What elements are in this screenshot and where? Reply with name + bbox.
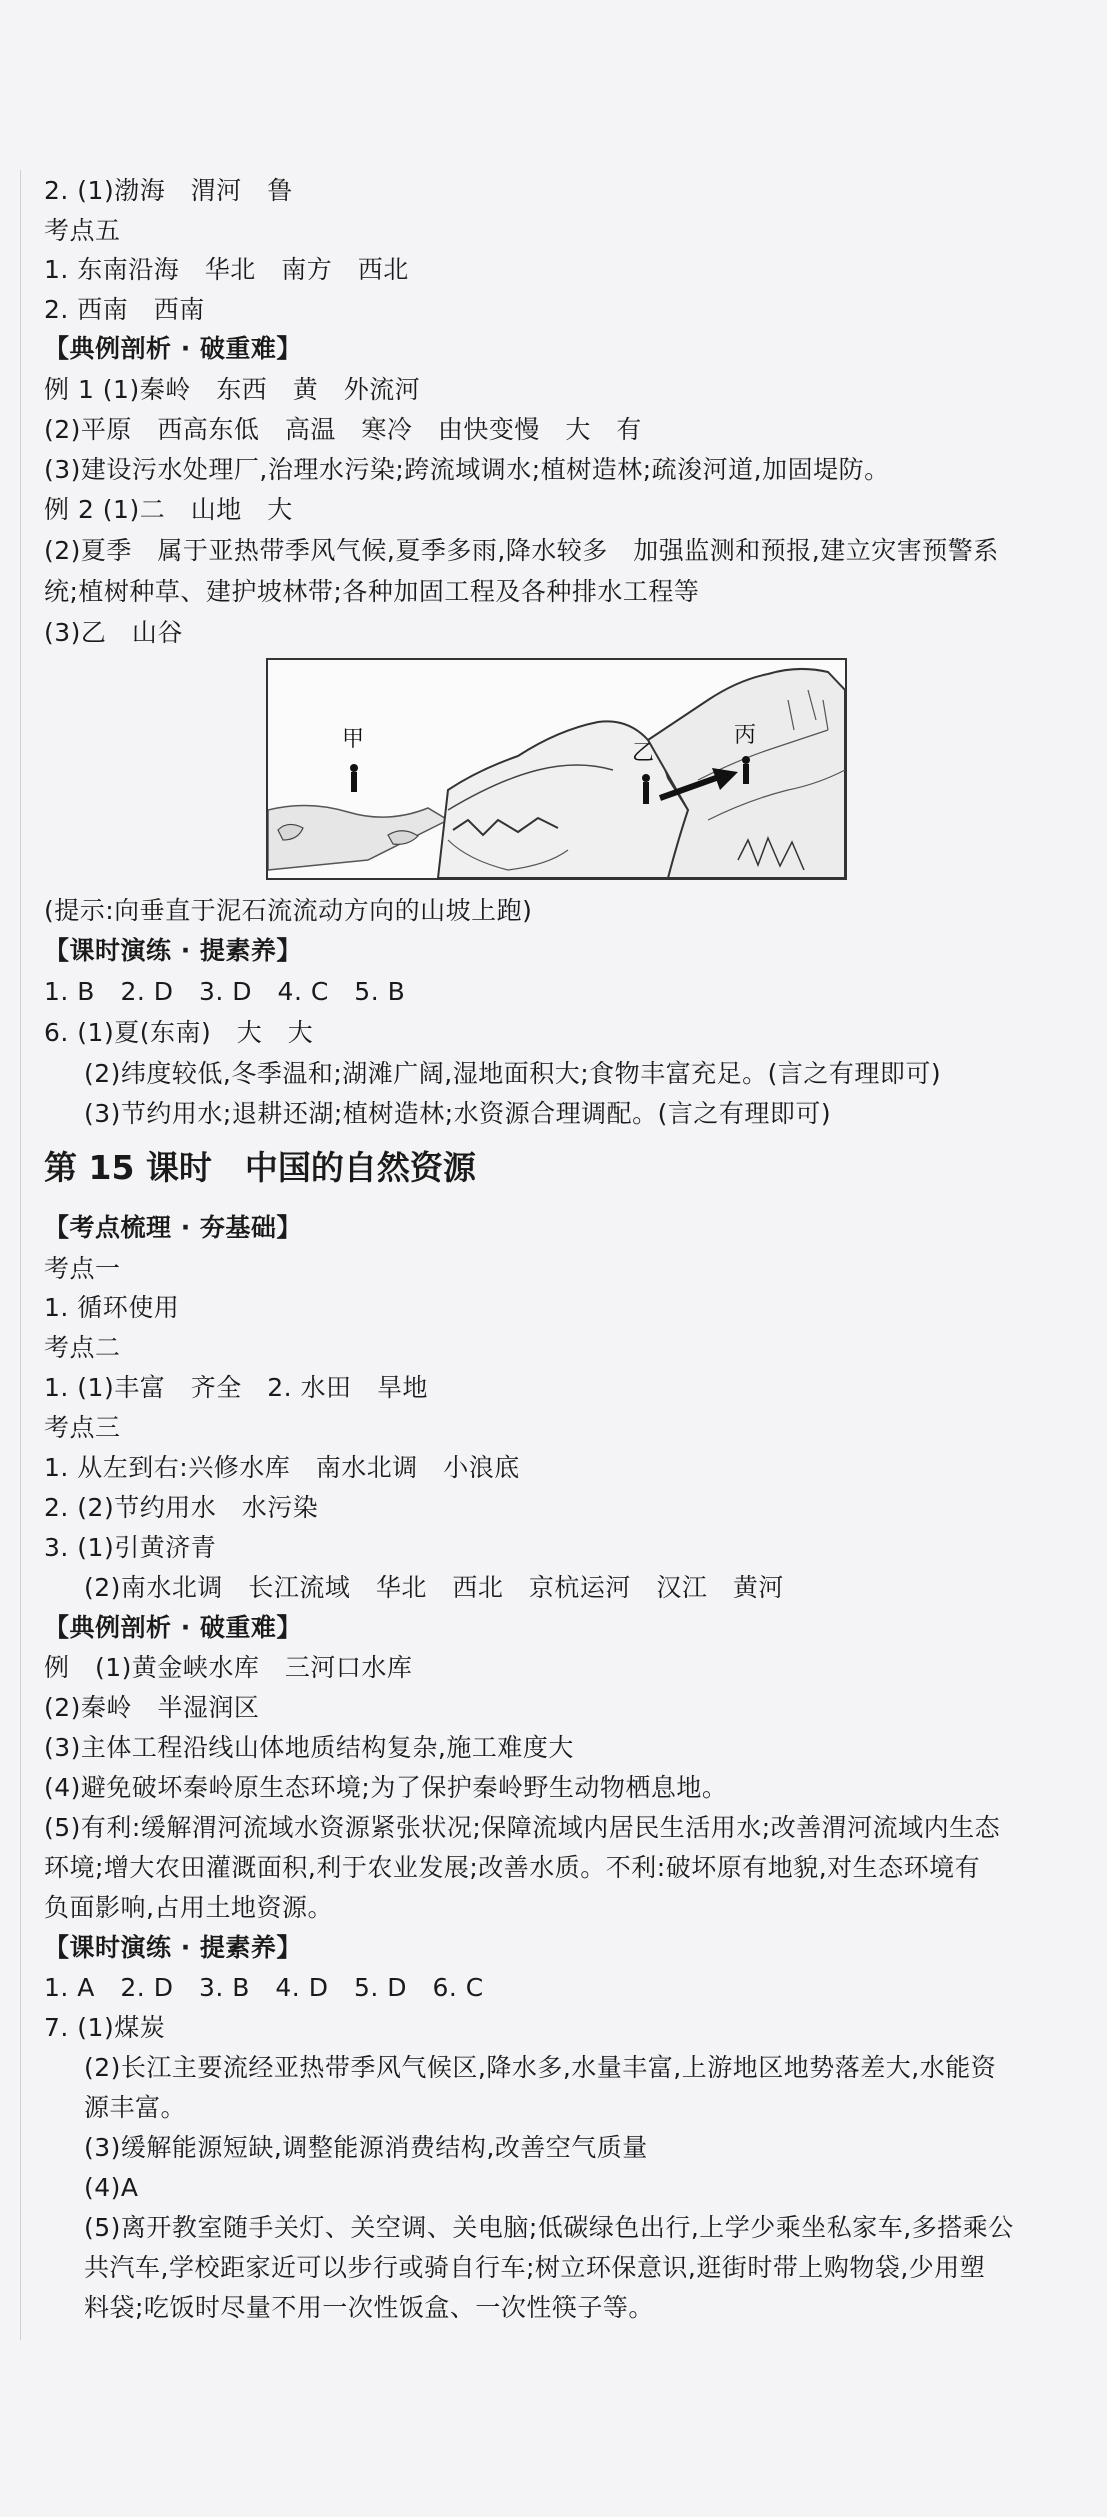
- answer-line: (2)夏季 属于亚热带季风气候,夏季多雨,降水较多 加强监测和预报,建立灾害预警系: [44, 536, 999, 565]
- answer-line: 1. 从左到右:兴修水库 南水北调 小浪底: [44, 1453, 520, 1482]
- answer-line: 2. (2)节约用水 水污染: [44, 1493, 319, 1522]
- left-margin-rule: [20, 170, 21, 2340]
- label-jia: 甲: [342, 727, 365, 752]
- section-label: 考点三: [44, 1413, 121, 1442]
- section-heading: 【课时演练 · 提素养】: [44, 936, 302, 965]
- answer-line: 例 1 (1)秦岭 东西 黄 外流河: [44, 375, 421, 404]
- answer-line: (2)长江主要流经亚热带季风气候区,降水多,水量丰富,上游地区地势落差大,水能资: [84, 2053, 997, 2082]
- person-yi-icon: [642, 774, 650, 804]
- answer-line: (3)建设污水处理厂,治理水污染;跨流域调水;植树造林;疏浚河道,加固堤防。: [44, 455, 890, 484]
- answer-line: 6. (1)夏(东南) 大 大: [44, 1018, 314, 1047]
- answer-line: 7. (1)煤炭: [44, 2013, 166, 2042]
- answer-line: 统;植树种草、建护坡林带;各种加固工程及各种排水工程等: [44, 577, 700, 606]
- lesson-title: 第 15 课时 中国的自然资源: [44, 1148, 476, 1187]
- answer-line: (2)南水北调 长江流域 华北 西北 京杭运河 汉江 黄河: [84, 1573, 784, 1602]
- section-label: 考点二: [44, 1333, 121, 1362]
- mountain-sketch: [268, 660, 845, 878]
- answer-line: 2. (1)渤海 渭河 鲁: [44, 176, 293, 205]
- answer-line: 例 2 (1)二 山地 大: [44, 495, 293, 524]
- answer-line: 共汽车,学校距家近可以步行或骑自行车;树立环保意识,逛街时带上购物袋,少用塑: [84, 2253, 986, 2282]
- answer-line: (3)主体工程沿线山体地质结构复杂,施工难度大: [44, 1733, 574, 1762]
- section-heading: 【典例剖析 · 破重难】: [44, 1613, 302, 1642]
- answer-line: 1. 循环使用: [44, 1293, 180, 1322]
- mudslide-illustration: [266, 658, 847, 880]
- person-bing-icon: [742, 756, 750, 784]
- answer-line: (5)有利:缓解渭河流域水资源紧张状况;保障流域内居民生活用水;改善渭河流域内生态: [44, 1813, 1001, 1842]
- label-yi: 乙: [632, 741, 655, 766]
- answer-line: (3)乙 山谷: [44, 618, 183, 647]
- answer-line: 例 (1)黄金峡水库 三河口水库: [44, 1653, 413, 1682]
- answer-line: (3)节约用水;退耕还湖;植树造林;水资源合理调配。(言之有理即可): [84, 1099, 832, 1128]
- answer-line: (4)避免破坏秦岭原生态环境;为了保护秦岭野生动物栖息地。: [44, 1773, 728, 1802]
- answer-line: 1. A 2. D 3. B 4. D 5. D 6. C: [44, 1973, 484, 2002]
- section-heading: 【考点梳理 · 夯基础】: [44, 1213, 302, 1242]
- answer-line: 1. 东南沿海 华北 南方 西北: [44, 255, 409, 284]
- answer-line: 源丰富。: [84, 2093, 187, 2122]
- answer-line: (2)平原 西高东低 高温 寒冷 由快变慢 大 有: [44, 415, 642, 444]
- answer-line: (3)缓解能源短缺,调整能源消费结构,改善空气质量: [84, 2133, 648, 2162]
- answer-line: (4)A: [84, 2173, 139, 2202]
- label-bing: 丙: [734, 723, 757, 748]
- person-jia-icon: [350, 764, 358, 792]
- section-heading: 【课时演练 · 提素养】: [44, 1933, 302, 1962]
- answer-line: 1. B 2. D 3. D 4. C 5. B: [44, 977, 406, 1006]
- answer-line: (2)秦岭 半湿润区: [44, 1693, 260, 1722]
- answer-line: 2. 西南 西南: [44, 295, 205, 324]
- answer-line: (提示:向垂直于泥石流流动方向的山坡上跑): [44, 896, 533, 925]
- answer-line: 负面影响,占用土地资源。: [44, 1893, 333, 1922]
- answer-line: 3. (1)引黄济青: [44, 1533, 217, 1562]
- answer-line: 1. (1)丰富 齐全 2. 水田 旱地: [44, 1373, 429, 1402]
- section-label: 考点一: [44, 1254, 121, 1283]
- answer-line: (5)离开教室随手关灯、关空调、关电脑;低碳绿色出行,上学少乘坐私家车,多搭乘公: [84, 2213, 1014, 2242]
- answer-line: (2)纬度较低,冬季温和;湖滩广阔,湿地面积大;食物丰富充足。(言之有理即可): [84, 1059, 942, 1088]
- answer-line: 料袋;吃饭时尽量不用一次性饭盒、一次性筷子等。: [84, 2293, 654, 2322]
- section-heading: 【典例剖析 · 破重难】: [44, 334, 302, 363]
- answer-line: 环境;增大农田灌溉面积,利于农业发展;改善水质。不利:破坏原有地貌,对生态环境有: [44, 1853, 981, 1882]
- section-label: 考点五: [44, 216, 121, 245]
